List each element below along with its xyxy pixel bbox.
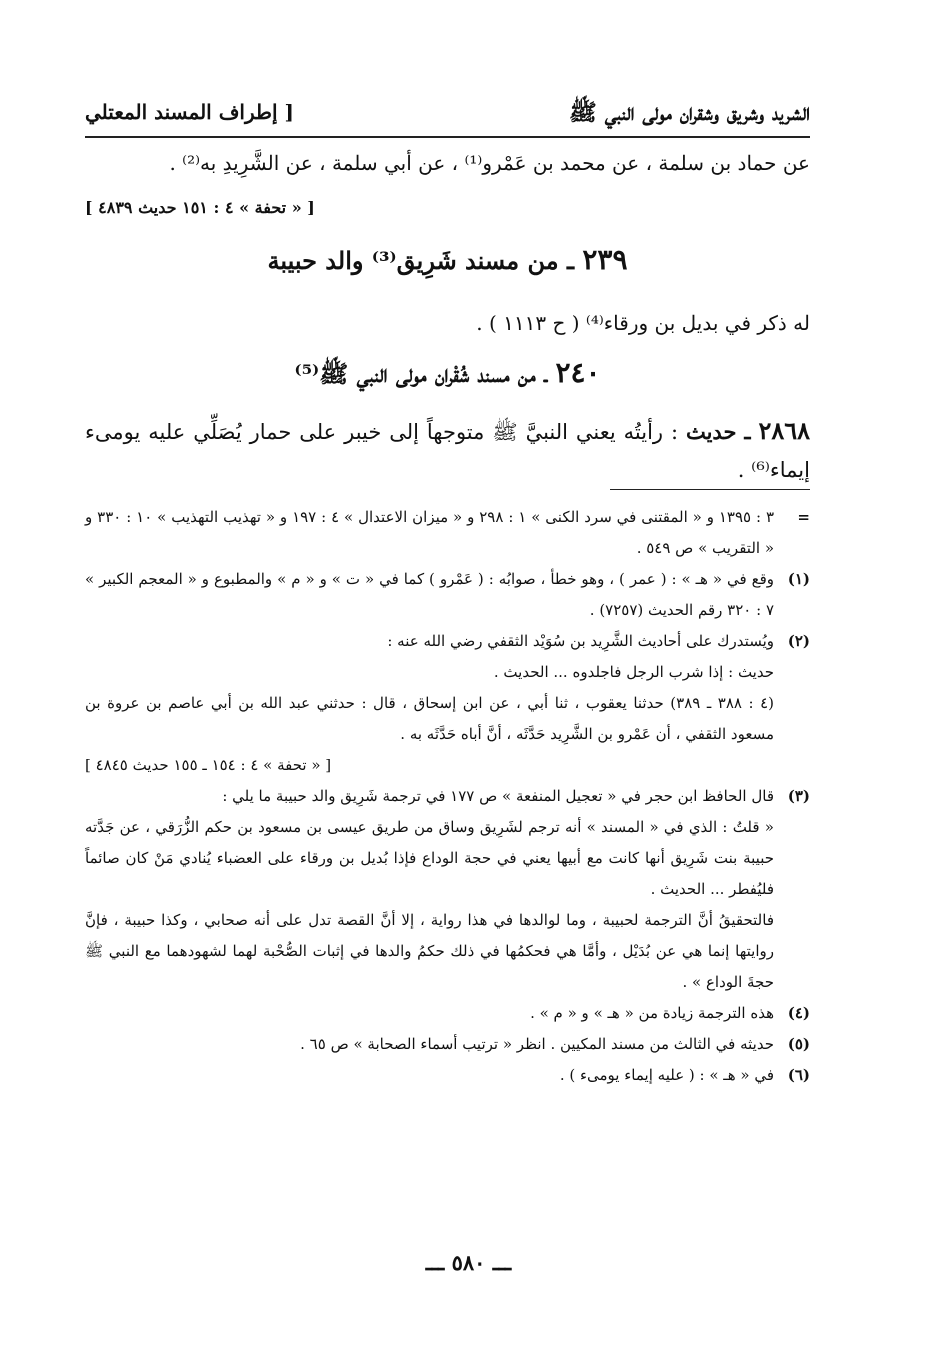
- hadith-text: : رأيتُه يعني النبيَّ ﷺ متوجهاً إلى خيبر على حمار يُصَلِّي عليه يومىء إيماء⁽⁶⁾ .: [85, 420, 810, 482]
- tuhfa-reference: [ « تحفة » ٤ : ١٥١ حديث ٤٨٣٩ ]: [85, 198, 315, 217]
- footnote-text: « قلتُ : الذي في « المسند » أنه ترجم لشَرِيق وساق من طريق عيسى بن مسعود بن حكم الزُّرَقي ، عن جَدَّته حبيبة بنت شَرِيق أنها كانت مع أبيها يعني في حجة الوداع فإذا بُديل بن ورقاء على العضباء يُنادي مَنْ كان صائماً فليُفطر ... الحديث .: [85, 818, 774, 898]
- book-title: [ إطراف المسند المعتلي: [85, 100, 294, 124]
- footnote-marker: (٦): [787, 1066, 810, 1084]
- footnote-6: [85, 1060, 810, 1091]
- section-heading-239: [85, 243, 810, 276]
- page-number: ـــ ٥٨٠ ـــ: [425, 1250, 512, 1275]
- footnote-5: [85, 1029, 810, 1060]
- footnote-text: هذه الترجمة زيادة من « هـ » و « م » .: [530, 1004, 774, 1022]
- footnote-continuation: [85, 502, 810, 564]
- footnote-text: ٣ : ١٣٩٥ و « المقتنى في سرد الكنى » ١ : ٢٩٨ و « ميزان الاعتدال » ٤ : ١٩٧ و « تهذيب التهذيب » ١٠ : ٣٣٠ و « التقريب » ص ٥٤٩ .: [85, 508, 775, 557]
- footnote-2: [85, 626, 810, 781]
- footnote-text: وقع في « هـ » : ( عمر ) ، وهو خطأ ، صوابُه : ( عَمْرو ) كما في « ت » و « م » والمطبوع و « المعجم الكبير » ٧ : ٣٢٠ رقم الحديث (٧٢٥٧) .: [85, 570, 774, 619]
- footnote-text: حديثه في الثالث من مسند المكيين . انظر « ترتيب أسماء الصحابة » ص ٦٥ .: [300, 1035, 774, 1053]
- section-heading-240: [85, 356, 810, 394]
- page-body: [85, 88, 810, 1091]
- section-number: ٢٤٠: [555, 356, 601, 389]
- footnote-marker: (٤): [787, 1004, 810, 1022]
- footnote-marker: (٥): [787, 1035, 810, 1053]
- section-number: ٢٣٩: [582, 243, 628, 276]
- footnote-text: ويُستدرك على أحاديث الشَّرِيد بن سُوَيْد الثقفي رضي الله عنه :: [387, 632, 774, 650]
- footnote-marker: (١): [787, 570, 810, 588]
- footnote-separator: [610, 489, 810, 490]
- footnote-marker: (٢): [787, 632, 810, 650]
- footnote-text: قال الحافظ ابن حجر في « تعجيل المنفعة » ص ١٧٧ في ترجمة شَرِيق والد حبيبة ما يلي :: [222, 787, 774, 805]
- running-header: [85, 88, 810, 138]
- footnote-3: [85, 781, 810, 998]
- footnote-1: [85, 564, 810, 626]
- hadith-dash: ـ: [744, 419, 751, 444]
- section-title: ـ من مسند شَرِيق⁽³⁾ والد حبيبة: [267, 246, 575, 275]
- footnote-text: فالتحقيقُ أنَّ الترجمة لحبيبة ، وما لوالدها في هذا رواية ، إلا أنَّ القصة تدل على أنه صحابي ، وكذا حبيبة ، فإنَّ روايتها إنما هي عن بُدَيْل ، وأمَّا هي فحكمُها في ذلك حكمُ والدها في إثبات الصُّحْبة لهما لشهودهما مع النبي ﷺ حجةَ الوداع » .: [85, 911, 774, 991]
- footnote-text: حديث : إذا شرب الرجل فاجلدوه ... الحديث .: [493, 663, 774, 681]
- running-title: الشريد وشريق وشقران مولى النبي ﷺ: [568, 99, 810, 126]
- hadith-keyword: حديث: [685, 419, 737, 444]
- hadith-2868: [85, 412, 810, 489]
- footnote-4: [85, 998, 810, 1029]
- footnote-marker: =: [797, 508, 810, 526]
- footnote-text: (٤ : ٣٨٨ ـ ٣٨٩) حدثنا يعقوب ، ثنا أبي ، عن ابن إسحاق ، قال : حدثني عبد الله بن أبي عاصم بن عروة بن مسعود الثقفي ، أن عَمْرو بن الشَّرِيد حَدَّثَه ، أنَّ أباه حَدَّثَه به .: [85, 694, 775, 743]
- footnote-reference: [ « تحفة » ٤ : ١٥٤ ـ ١٥٥ حديث ٤٨٤٥ ]: [85, 756, 332, 774]
- section-title: ـ من مسند شُقْران مولى النبي ﷺ⁽⁵⁾: [294, 359, 548, 388]
- footnote-marker: (٣): [787, 787, 810, 805]
- hadith-number: ٢٨٦٨: [758, 416, 810, 445]
- footnotes: [85, 502, 810, 1091]
- footnote-text: في « هـ » : ( عليه إيماء يومىء ) .: [559, 1066, 774, 1084]
- mention-line: له ذكر في بديل بن ورقاء⁽⁴⁾ ( ح ١١١٣ ) .: [476, 311, 810, 335]
- isnad-line: عن حماد بن سلمة ، عن محمد بن عَمْرو⁽¹⁾ ، عن أبي سلمة ، عن الشَّرِيدِ به⁽²⁾ .: [169, 151, 810, 175]
